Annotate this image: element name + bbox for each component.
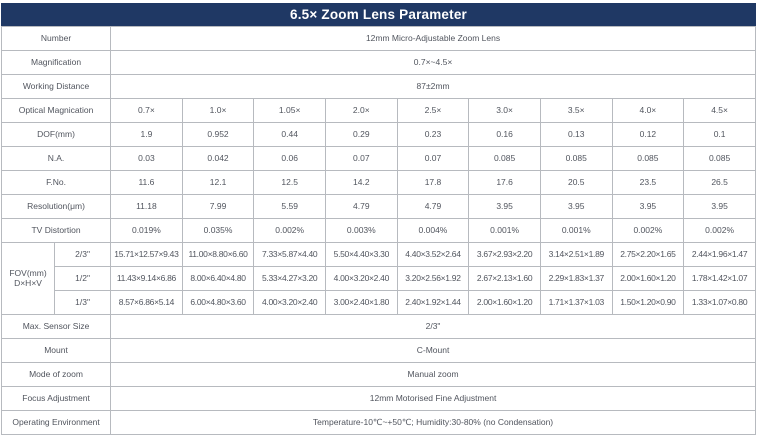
table-title-bar — [1, 3, 756, 26]
row-label: Resolution(μm) — [2, 195, 111, 219]
data-cell: 0.085 — [469, 147, 541, 171]
data-cell: 0.12 — [612, 123, 684, 147]
row-label: N.A. — [2, 147, 111, 171]
row-label: TV Distortion — [2, 219, 111, 243]
data-cell: 0.03 — [111, 147, 183, 171]
data-cell: 11.6 — [111, 171, 183, 195]
row-value: 2/3" — [111, 315, 756, 339]
data-cell: 0.002% — [684, 219, 756, 243]
data-cell: 0.003% — [326, 219, 398, 243]
table-row — [2, 51, 756, 75]
row-value: 12mm Motorised Fine Adjustment — [111, 387, 756, 411]
row-label: Mount — [2, 339, 111, 363]
data-cell: 0.16 — [469, 123, 541, 147]
table-row — [2, 243, 756, 267]
data-cell: 0.06 — [254, 147, 326, 171]
data-cell: 0.004% — [397, 219, 469, 243]
data-cell: 3.67×2.93×2.20 — [469, 243, 541, 267]
data-cell: 0.23 — [397, 123, 469, 147]
fov-group-label — [2, 243, 55, 315]
table-row — [2, 339, 756, 363]
data-cell: 4.0× — [612, 99, 684, 123]
data-cell: 5.50×4.40×3.30 — [326, 243, 398, 267]
row-label: Magnification — [2, 51, 111, 75]
data-cell: 26.5 — [684, 171, 756, 195]
data-cell: 0.001% — [469, 219, 541, 243]
data-cell: 7.33×5.87×4.40 — [254, 243, 326, 267]
table-row — [2, 315, 756, 339]
table-row — [2, 363, 756, 387]
table-row — [2, 411, 756, 435]
data-cell: 4.79 — [326, 195, 398, 219]
data-cell: 12.1 — [182, 171, 254, 195]
row-label: Max. Sensor Size — [2, 315, 111, 339]
table-title: 6.5× Zoom Lens Parameter — [290, 7, 467, 22]
table-row — [2, 267, 756, 291]
table-row — [2, 27, 756, 51]
table-row — [2, 123, 756, 147]
row-label: Working Distance — [2, 75, 111, 99]
data-cell: 3.20×2.56×1.92 — [397, 267, 469, 291]
row-label: DOF(mm) — [2, 123, 111, 147]
data-cell: 4.00×3.20×2.40 — [326, 267, 398, 291]
data-cell: 2.5× — [397, 99, 469, 123]
data-cell: 0.019% — [111, 219, 183, 243]
row-label: Focus Adjustment — [2, 387, 111, 411]
data-cell: 0.07 — [326, 147, 398, 171]
data-cell: 2.67×2.13×1.60 — [469, 267, 541, 291]
data-cell: 8.00×6.40×4.80 — [182, 267, 254, 291]
data-cell: 2.29×1.83×1.37 — [540, 267, 612, 291]
data-cell: 2.44×1.96×1.47 — [684, 243, 756, 267]
data-cell: 2.00×1.60×1.20 — [469, 291, 541, 315]
row-label: Optical Magnication — [2, 99, 111, 123]
data-cell: 0.002% — [254, 219, 326, 243]
row-value: Manual zoom — [111, 363, 756, 387]
data-cell: 0.001% — [540, 219, 612, 243]
fov-size-label: 1/3" — [55, 291, 111, 315]
data-cell: 17.8 — [397, 171, 469, 195]
data-cell: 2.75×2.20×1.65 — [612, 243, 684, 267]
fov-size-label: 2/3" — [55, 243, 111, 267]
data-cell: 3.5× — [540, 99, 612, 123]
table-row — [2, 387, 756, 411]
data-cell: 3.95 — [684, 195, 756, 219]
data-cell: 4.5× — [684, 99, 756, 123]
table-row — [2, 75, 756, 99]
data-cell: 14.2 — [326, 171, 398, 195]
data-cell: 0.07 — [397, 147, 469, 171]
data-cell: 17.6 — [469, 171, 541, 195]
data-cell: 1.05× — [254, 99, 326, 123]
data-cell: 12.5 — [254, 171, 326, 195]
row-value: 12mm Micro-Adjustable Zoom Lens — [111, 27, 756, 51]
data-cell: 0.085 — [540, 147, 612, 171]
row-label: Mode of zoom — [2, 363, 111, 387]
data-cell: 11.00×8.80×6.60 — [182, 243, 254, 267]
data-cell: 0.13 — [540, 123, 612, 147]
data-cell: 23.5 — [612, 171, 684, 195]
fov-label-line1: FOV(mm) — [9, 268, 47, 279]
data-cell: 4.79 — [397, 195, 469, 219]
data-cell: 5.59 — [254, 195, 326, 219]
data-cell: 6.00×4.80×3.60 — [182, 291, 254, 315]
fov-label-line2: D×H×V — [14, 277, 42, 288]
data-cell: 3.95 — [540, 195, 612, 219]
table-row — [2, 147, 756, 171]
data-cell: 1.50×1.20×0.90 — [612, 291, 684, 315]
data-cell: 8.57×6.86×5.14 — [111, 291, 183, 315]
row-label: Operating Environment — [2, 411, 111, 435]
data-cell: 1.33×1.07×0.80 — [684, 291, 756, 315]
data-cell: 1.0× — [182, 99, 254, 123]
data-cell: 4.00×3.20×2.40 — [254, 291, 326, 315]
data-cell: 15.71×12.57×9.43 — [111, 243, 183, 267]
data-cell: 0.7× — [111, 99, 183, 123]
data-cell: 3.95 — [612, 195, 684, 219]
data-cell: 1.78×1.42×1.07 — [684, 267, 756, 291]
data-cell: 2.00×1.60×1.20 — [612, 267, 684, 291]
data-cell: 3.14×2.51×1.89 — [540, 243, 612, 267]
data-cell: 0.44 — [254, 123, 326, 147]
table-row — [2, 171, 756, 195]
table-row — [2, 291, 756, 315]
fov-size-label: 1/2" — [55, 267, 111, 291]
data-cell: 0.1 — [684, 123, 756, 147]
row-label: Number — [2, 27, 111, 51]
data-cell: 2.40×1.92×1.44 — [397, 291, 469, 315]
data-cell: 2.0× — [326, 99, 398, 123]
data-cell: 11.43×9.14×6.86 — [111, 267, 183, 291]
data-cell: 3.95 — [469, 195, 541, 219]
table-row — [2, 195, 756, 219]
row-value: 87±2mm — [111, 75, 756, 99]
data-cell: 3.00×2.40×1.80 — [326, 291, 398, 315]
data-cell: 0.085 — [684, 147, 756, 171]
data-cell: 4.40×3.52×2.64 — [397, 243, 469, 267]
row-value: 0.7×~4.5× — [111, 51, 756, 75]
data-cell: 20.5 — [540, 171, 612, 195]
data-cell: 1.71×1.37×1.03 — [540, 291, 612, 315]
data-cell: 1.9 — [111, 123, 183, 147]
data-cell: 11.18 — [111, 195, 183, 219]
data-cell: 0.042 — [182, 147, 254, 171]
row-value: C-Mount — [111, 339, 756, 363]
data-cell: 3.0× — [469, 99, 541, 123]
data-cell: 0.29 — [326, 123, 398, 147]
table-row — [2, 219, 756, 243]
parameter-table — [1, 26, 756, 435]
data-cell: 0.085 — [612, 147, 684, 171]
row-value: Temperature-10℃~+50℃; Humidity:30-80% (no Condensation) — [111, 411, 756, 435]
data-cell: 7.99 — [182, 195, 254, 219]
data-cell: 0.035% — [182, 219, 254, 243]
data-cell: 0.002% — [612, 219, 684, 243]
data-cell: 0.952 — [182, 123, 254, 147]
table-row — [2, 99, 756, 123]
row-label: F.No. — [2, 171, 111, 195]
data-cell: 5.33×4.27×3.20 — [254, 267, 326, 291]
